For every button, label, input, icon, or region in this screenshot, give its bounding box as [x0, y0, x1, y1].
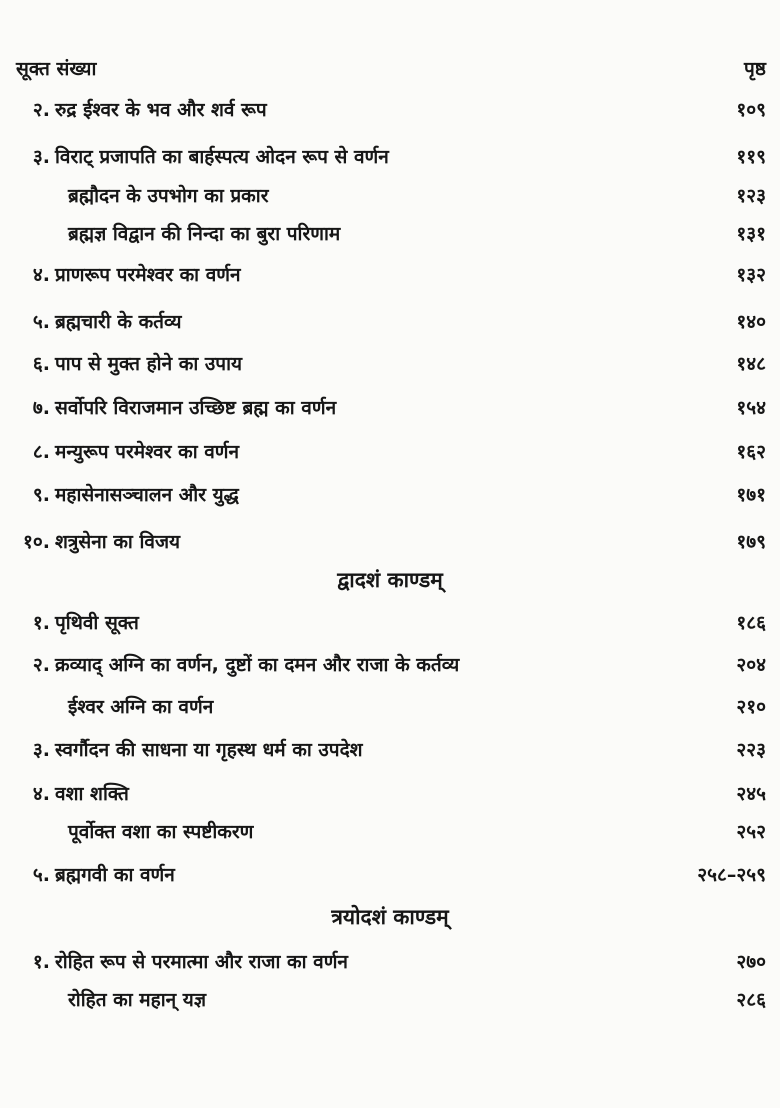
entry-number: २. [32, 99, 50, 121]
toc-entry [0, 392, 780, 424]
entry-title: रुद्र ईश्वर के भव और शर्व रूप [55, 99, 267, 121]
toc-entry [0, 778, 780, 810]
entry-title: रोहित का महान् यज्ञ [68, 989, 207, 1011]
entry-title: स्वर्गौदन की साधना या गृहस्थ धर्म का उपदेश [55, 739, 363, 761]
toc-entry [0, 479, 780, 511]
entry-title: पृथिवी सूक्त [55, 612, 139, 634]
entry-title: शत्रुसेना का विजय [55, 531, 181, 553]
entry-page: २०४ [736, 654, 766, 676]
entry-number: ३. [32, 146, 50, 168]
entry-title: रोहित रूप से परमात्मा और राजा का वर्णन [55, 951, 348, 973]
section-heading: द्वादशं काण्डम् [337, 568, 443, 592]
toc-entry [0, 649, 780, 681]
entry-title: प्राणरूप परमेश्वर का वर्णन [55, 264, 241, 286]
entry-number: ८. [32, 441, 50, 463]
entry-number: १०. [23, 531, 50, 553]
entry-number: २. [32, 654, 50, 676]
toc-entry [0, 816, 780, 848]
toc-entry [0, 526, 780, 558]
column-header-page: पृष्ठ [744, 58, 766, 80]
entry-page: २७० [736, 951, 766, 973]
entry-title: मन्युरूप परमेश्वर का वर्णन [55, 441, 240, 463]
entry-title: ब्रह्मचारी के कर्तव्य [55, 311, 182, 333]
toc-entry [0, 306, 780, 338]
entry-page: १३१ [736, 223, 766, 245]
entry-title: वशा शक्ति [55, 783, 129, 805]
entry-title: ब्रह्मज्ञ विद्वान की निन्दा का बुरा परिणाम [68, 223, 341, 245]
entry-page: २८६ [736, 989, 766, 1011]
entry-number: ६. [32, 353, 50, 375]
toc-entry [0, 859, 780, 891]
entry-page: २१० [736, 696, 766, 718]
entry-number: ७. [32, 397, 50, 419]
entry-page: १०९ [736, 99, 766, 121]
entry-title: ब्रह्मौदन के उपभोग का प्रकार [68, 185, 269, 207]
entry-page: ११९ [736, 146, 766, 168]
entry-number: ३. [32, 739, 50, 761]
entry-number: ४. [32, 783, 50, 805]
toc-entry [0, 348, 780, 380]
entry-page: १४८ [736, 353, 766, 375]
entry-number: १. [32, 951, 50, 973]
toc-entry [0, 984, 780, 1016]
entry-title: ब्रह्मगवी का वर्णन [55, 864, 175, 886]
toc-entry [0, 946, 780, 978]
entry-page: २४५ [736, 783, 766, 805]
toc-entry [0, 94, 780, 126]
entry-title: ईश्वर अग्नि का वर्णन [68, 696, 214, 718]
entry-page: १६२ [736, 441, 766, 463]
entry-number: ५. [32, 864, 50, 886]
entry-page: १७९ [736, 531, 766, 553]
entry-page: २२३ [736, 739, 766, 761]
entry-number: १. [32, 612, 50, 634]
toc-entry [0, 141, 780, 173]
entry-title: महासेनासञ्चालन और युद्ध [55, 484, 239, 506]
entry-page: २५२ [736, 821, 766, 843]
column-header-sukta-number: सूक्त संख्या [16, 58, 97, 80]
entry-page: १७१ [736, 484, 766, 506]
toc-entry [0, 607, 780, 639]
entry-page: १२३ [736, 185, 766, 207]
entry-title: विराट् प्रजापति का बार्हस्पत्य ओदन रूप से वर्णन [55, 146, 389, 168]
entry-page: १४० [736, 311, 766, 333]
section-heading: त्रयोदशं काण्डम् [331, 905, 449, 929]
entry-number: ४. [32, 264, 50, 286]
entry-page: १८६ [736, 612, 766, 634]
toc-entry [0, 734, 780, 766]
entry-page: १५४ [736, 397, 766, 419]
toc-entry [0, 180, 780, 212]
toc-entry [0, 436, 780, 468]
toc-entry [0, 259, 780, 291]
toc-entry [0, 691, 780, 723]
entry-title: सर्वोपरि विराजमान उच्छिष्ट ब्रह्म का वर्णन [55, 397, 337, 419]
entry-page: १३२ [736, 264, 766, 286]
entry-title: क्रव्याद् अग्नि का वर्णन, दुष्टों का दमन और राजा के कर्तव्य [55, 654, 460, 676]
entry-title: पूर्वोक्त वशा का स्पष्टीकरण [68, 821, 254, 843]
entry-number: ९. [32, 484, 50, 506]
entry-title: पाप से मुक्त होने का उपाय [55, 353, 243, 375]
toc-entry [0, 218, 780, 250]
entry-number: ५. [32, 311, 50, 333]
entry-page: २५८–२५९ [697, 864, 766, 886]
